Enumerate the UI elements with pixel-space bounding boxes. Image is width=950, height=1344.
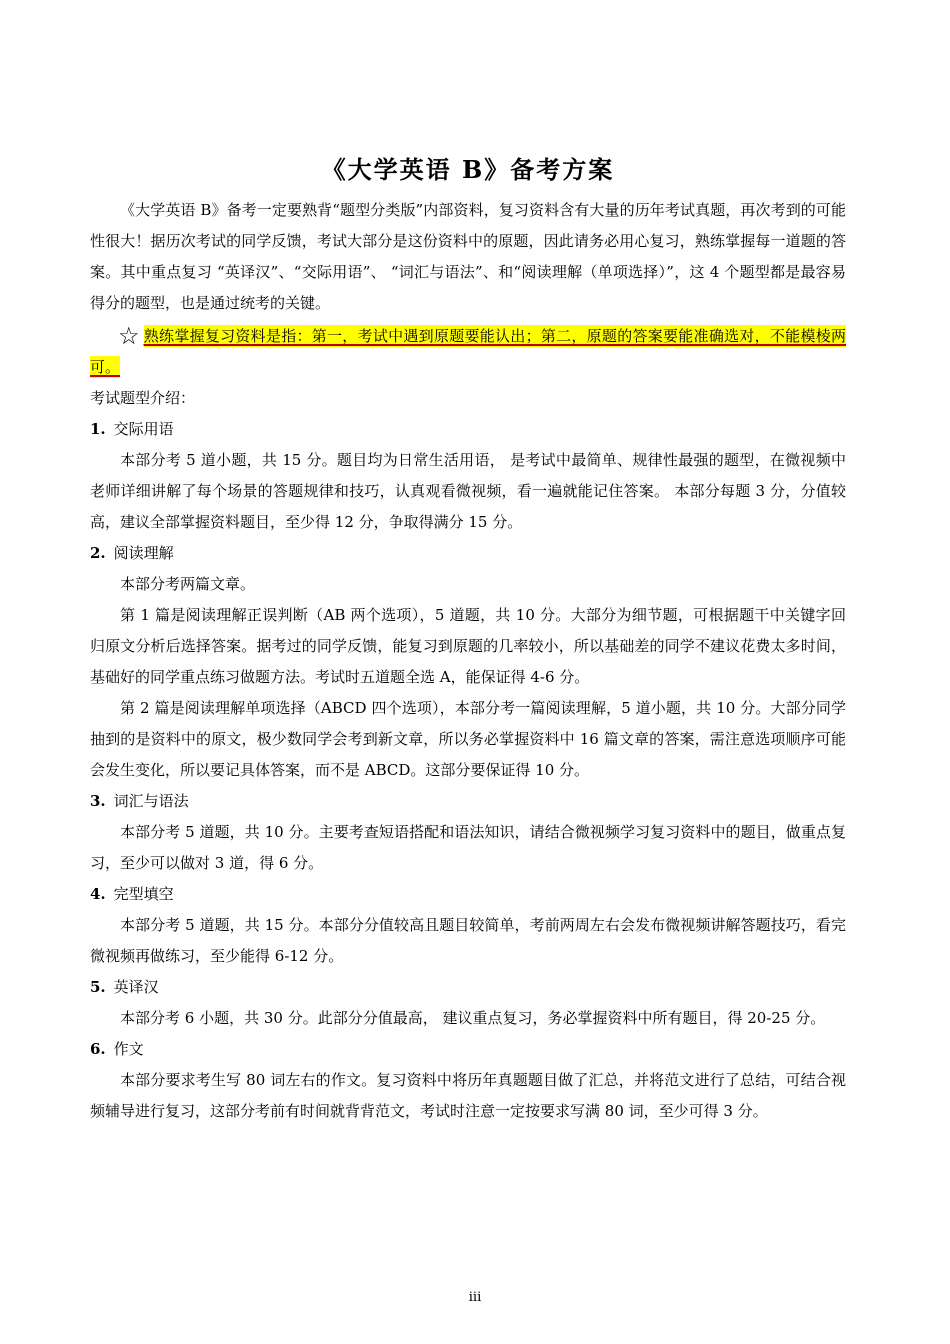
intro-paragraph: 《大学英语 B》备考一定要熟背“题型分类版”内部资料，复习资料含有大量的历年考试真题，再次考到的可能性很大！据历次考试的同学反馈，考试大部分是这份资料中的原题，因此请务必用心复习，熟练掌握每一道题的答案。其中重点复习 “英译汉”、“交际用语”、 “词汇与语法”、和“阅读理解（单项选择）”，这 4 个题型都是最容易得分的题型，也是通过统考的关键。 bbox=[90, 201, 846, 312]
section-intro-label: 考试题型介绍： bbox=[90, 389, 196, 407]
section-heading bbox=[90, 879, 846, 910]
section-paragraph: 本部分考两篇文章。 bbox=[120, 575, 256, 593]
section-number: 5. bbox=[90, 978, 106, 996]
section-number: 2. bbox=[90, 544, 106, 562]
section-number: 6. bbox=[90, 1040, 106, 1058]
section-heading bbox=[90, 972, 846, 1003]
section-heading bbox=[90, 414, 846, 445]
page-content bbox=[90, 150, 846, 1127]
star-outline-icon: ☆ bbox=[118, 322, 140, 350]
section-title: 阅读理解 bbox=[113, 544, 174, 562]
highlight-text: 熟练掌握复习资料是指：第一，考试中遇到原题要能认出；第二，原题的答案要能准确选对，不能模棱两可。 bbox=[90, 327, 846, 376]
section-paragraph: 本部分考 5 道小题，共 15 分。题目均为日常生活用语， 是考试中最简单、规律性最强的题型，在微视频中老师详细讲解了每个场景的答题规律和技巧，认真观看微视频，看一遍就能记住答案。 本部分每题 3 分，分值较高，建议全部掌握资料题目，至少得 12 分，争取得满分 15 分。 bbox=[90, 451, 846, 531]
section-number: 4. bbox=[90, 885, 106, 903]
section-paragraph: 本部分要求考生写 80 词左右的作文。复习资料中将历年真题题目做了汇总，并将范文进行了总结，可结合视频辅导进行复习，这部分考前有时间就背背范文，考试时注意一定按要求写满 80 词，至少可得 3 分。 bbox=[90, 1071, 846, 1120]
section-paragraph: 本部分考 6 小题，共 30 分。此部分分值最高， 建议重点复习，务必掌握资料中所有题目，得 20-25 分。 bbox=[120, 1009, 826, 1027]
section-heading bbox=[90, 786, 846, 817]
section-heading bbox=[90, 538, 846, 569]
section-paragraph: 第 1 篇是阅读理解正误判断（AB 两个选项），5 道题，共 10 分。大部分为细节题，可根据题干中关键字回归原文分析后选择答案。据考过的同学反馈，能复习到原题的几率较小，所以基础差的同学不建议花费太多时间，基础好的同学重点练习做题方法。考试时五道题全选 A，能保证得 4-6 分。 bbox=[90, 606, 846, 686]
section-paragraph: 本部分考 5 道题，共 15 分。本部分分值较高且题目较简单，考前两周左右会发布微视频讲解答题技巧，看完微视频再做练习，至少能得 6-12 分。 bbox=[90, 916, 846, 965]
section-title: 完型填空 bbox=[113, 885, 174, 903]
section-heading bbox=[90, 1034, 846, 1065]
section-paragraph: 本部分考 5 道题，共 10 分。主要考查短语搭配和语法知识，请结合微视频学习复习资料中的题目，做重点复习，至少可以做对 3 道，得 6 分。 bbox=[90, 823, 846, 872]
page-number: iii bbox=[468, 1290, 482, 1305]
section-title: 作文 bbox=[113, 1040, 144, 1058]
section-title: 英译汉 bbox=[113, 978, 159, 996]
section-number: 3. bbox=[90, 792, 106, 810]
page-title: 《大学英语 B》备考方案 bbox=[321, 155, 615, 184]
section-title: 词汇与语法 bbox=[113, 792, 189, 810]
highlight-note bbox=[90, 321, 846, 383]
section-number: 1. bbox=[90, 420, 106, 438]
section-paragraph: 第 2 篇是阅读理解单项选择（ABCD 四个选项），本部分考一篇阅读理解，5 道小题，共 10 分。大部分同学抽到的是资料中的原文，极少数同学会考到新文章，所以务必掌握资料中 16 篇文章的答案，需注意选项顺序可能会发生变化，所以要记具体答案，而不是 ABCD。这部分要保证得 10 分。 bbox=[90, 699, 846, 779]
section-title: 交际用语 bbox=[113, 420, 174, 438]
sections-list bbox=[90, 414, 846, 1127]
